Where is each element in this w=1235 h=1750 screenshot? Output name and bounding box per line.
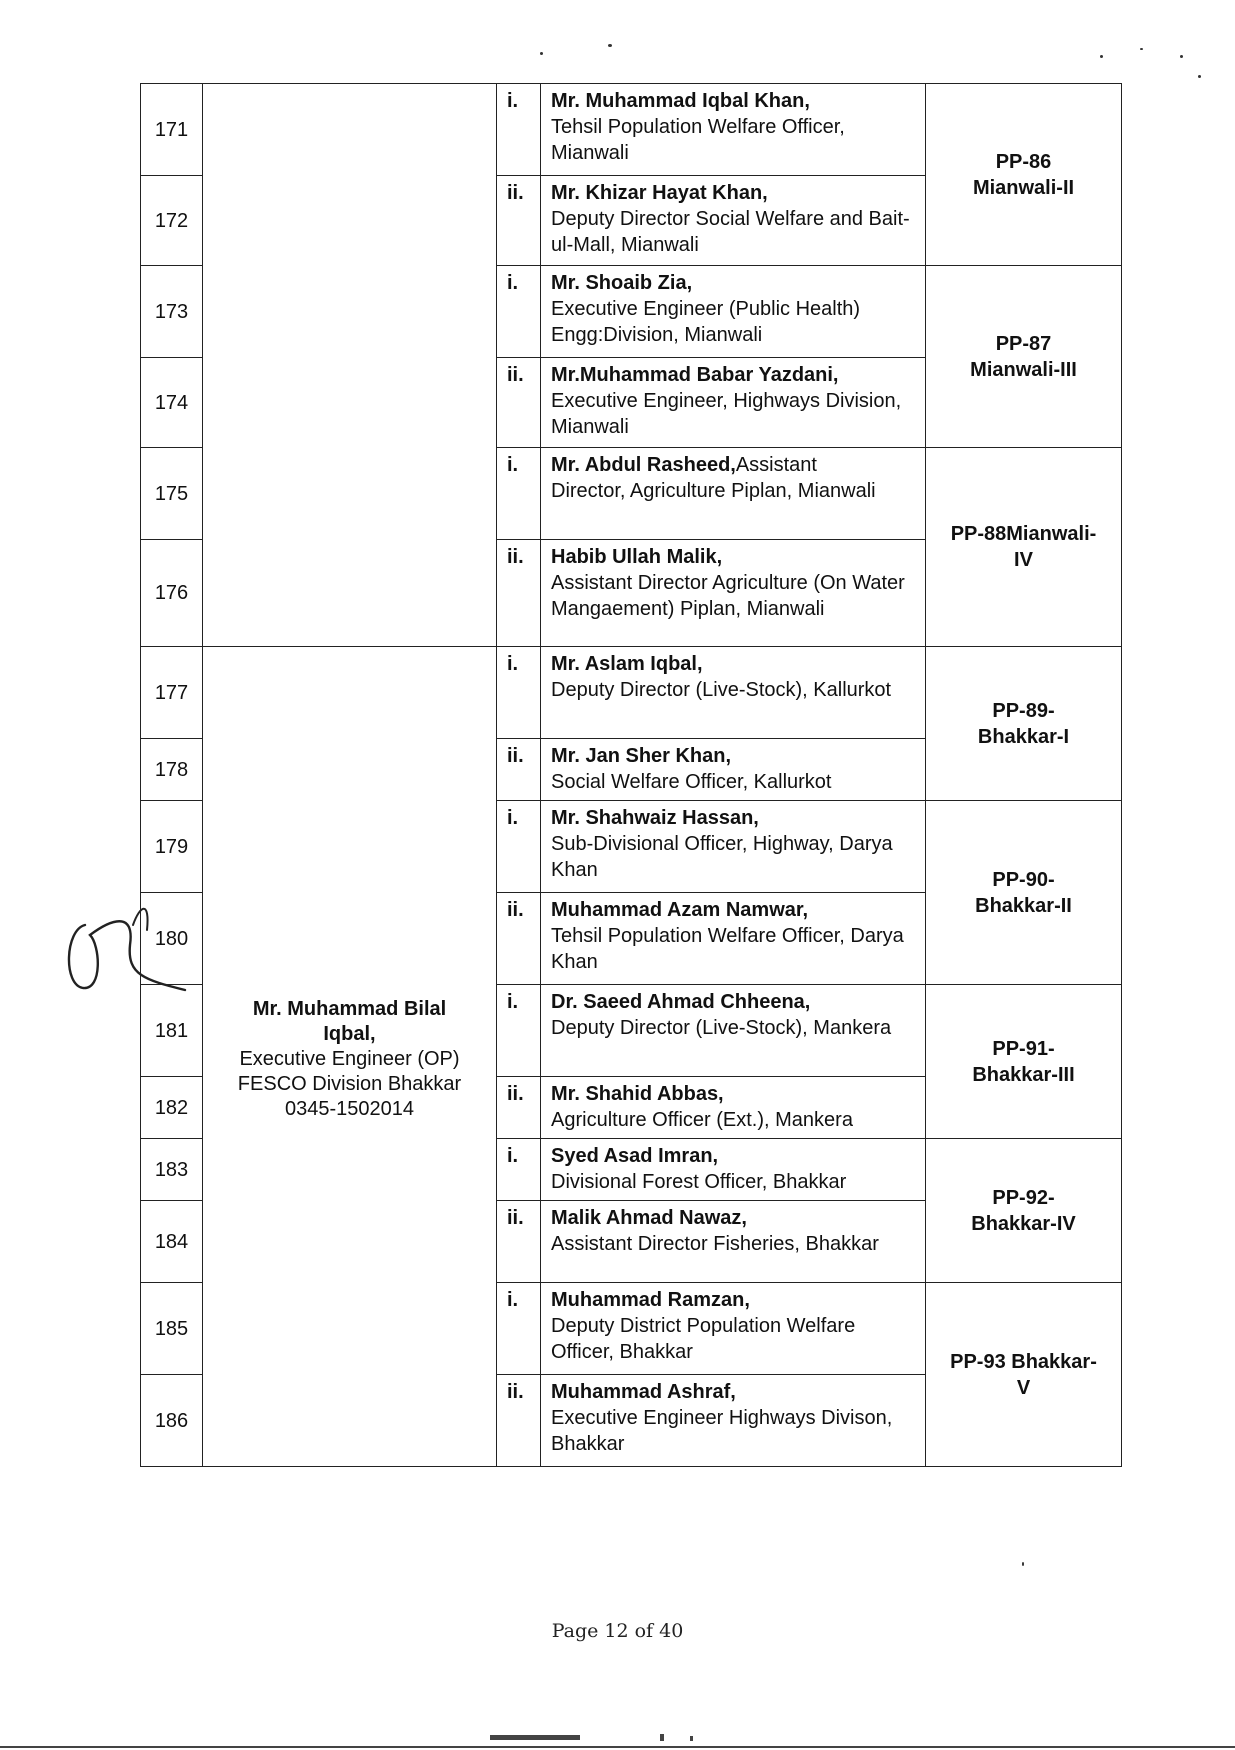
staff-entry (541, 176, 926, 266)
staff-entry (541, 893, 926, 985)
staff-designation: Divisional Forest Officer, Bhakkar (551, 1171, 847, 1193)
staff-name: Mr. Jan Sher Khan, (551, 745, 732, 767)
constituency-label: PP-88Mianwali- IV (926, 448, 1122, 647)
scan-speck (608, 44, 612, 47)
officer-name-line1: Mr. Muhammad Bilal (252, 998, 447, 1020)
staff-entry (541, 1283, 926, 1375)
serial-number: 177 (141, 647, 203, 739)
staff-designation-prefix: Assistant (735, 454, 817, 476)
roman-numeral: ii. (497, 893, 541, 985)
staff-entry (541, 985, 926, 1077)
staff-designation: Tehsil Population Welfare Officer, Mianwali (551, 116, 845, 164)
staff-designation: Deputy Director (Live-Stock), Kallurkot (551, 679, 892, 701)
staff-name: Mr. Shahwaiz Hassan, (551, 807, 759, 829)
staff-name: Muhammad Ashraf, (551, 1381, 736, 1403)
roman-numeral: ii. (497, 540, 541, 647)
roman-numeral: i. (497, 448, 541, 540)
staff-name: Mr. Abdul Rasheed, (551, 454, 736, 476)
scan-noise (490, 1733, 750, 1741)
roman-numeral: ii. (497, 1375, 541, 1467)
constituency-label: PP-90- Bhakkar-II (926, 801, 1122, 985)
staff-designation: Executive Engineer, Highways Division, Mianwali (551, 390, 902, 438)
roman-numeral: ii. (497, 1201, 541, 1283)
handwritten-initials-mark (55, 890, 205, 1000)
table-row (141, 84, 1122, 176)
serial-number: 176 (141, 540, 203, 647)
roman-numeral: ii. (497, 358, 541, 448)
page-bottom-edge (0, 1746, 1235, 1748)
serial-number: 183 (141, 1139, 203, 1201)
staff-designation: Deputy Director Social Welfare and Bait-ul-Mall, Mianwali (551, 208, 910, 256)
staff-name: Mr. Aslam Iqbal, (551, 653, 703, 675)
staff-entry (541, 801, 926, 893)
page-number: Page 12 of 40 (551, 1620, 684, 1642)
staff-entry (541, 84, 926, 176)
staff-designation: Executive Engineer Highways Divison, Bhakkar (551, 1407, 893, 1455)
roman-numeral: i. (497, 801, 541, 893)
staff-entry (541, 358, 926, 448)
serial-number: 184 (141, 1201, 203, 1283)
officer-name-line2: Iqbal, (323, 1023, 376, 1045)
serial-number: 171 (141, 84, 203, 176)
serial-number: 178 (141, 739, 203, 801)
staff-entry (541, 1201, 926, 1283)
staff-entry (541, 448, 926, 540)
staff-name: Muhammad Ramzan, (551, 1289, 750, 1311)
scan-speck (1180, 55, 1183, 58)
roman-numeral: i. (497, 985, 541, 1077)
staff-designation: Assistant Director Agriculture (On Water Mangaement) Piplan, Mianwali (551, 572, 905, 620)
roman-numeral: ii. (497, 1077, 541, 1139)
serial-number: 173 (141, 266, 203, 358)
serial-number: 175 (141, 448, 203, 540)
serial-number: 174 (141, 358, 203, 448)
staff-name: Mr.Muhammad Babar Yazdani, (551, 364, 839, 386)
staff-name: Habib Ullah Malik, (551, 546, 723, 568)
staff-name: Mr. Shoaib Zia, (551, 272, 693, 294)
roman-numeral: i. (497, 647, 541, 739)
staff-name: Dr. Saeed Ahmad Chheena, (551, 991, 811, 1013)
staff-designation: Deputy Director (Live-Stock), Mankera (551, 1017, 892, 1039)
serial-number: 181 (141, 985, 203, 1077)
staff-designation: Deputy District Population Welfare Officer, Bhakkar (551, 1315, 856, 1363)
staff-entry (541, 266, 926, 358)
roman-numeral: ii. (497, 739, 541, 801)
roman-numeral: i. (497, 1139, 541, 1201)
staff-entry (541, 1139, 926, 1201)
staff-designation: Assistant Director Fisheries, Bhakkar (551, 1233, 879, 1255)
staff-name: Mr. Khizar Hayat Khan, (551, 182, 768, 204)
staff-designation: Director, Agriculture Piplan, Mianwali (551, 480, 876, 502)
serial-number: 179 (141, 801, 203, 893)
constituency-label: PP-92- Bhakkar-IV (926, 1139, 1122, 1283)
staff-designation: Social Welfare Officer, Kallurkot (551, 771, 832, 793)
roman-numeral: i. (497, 266, 541, 358)
scan-speck (540, 52, 543, 55)
constituency-label: PP-89- Bhakkar-I (926, 647, 1122, 801)
staff-designation: Agriculture Officer (Ext.), Mankera (551, 1109, 853, 1131)
staff-entry (541, 540, 926, 647)
scan-speck (1198, 75, 1201, 78)
constituency-label: PP-93 Bhakkar- V (926, 1283, 1122, 1467)
scan-speck (1022, 1562, 1024, 1566)
serial-number: 180 (141, 893, 203, 985)
staff-name: Malik Ahmad Nawaz, (551, 1207, 747, 1229)
serial-number: 172 (141, 176, 203, 266)
inspecting-officer (203, 647, 497, 1467)
constituency-label: PP-86 Mianwali-II (926, 84, 1122, 266)
duty-roster-table (140, 83, 1122, 1467)
officer-designation: Executive Engineer (OP) (239, 1048, 460, 1070)
staff-entry (541, 739, 926, 801)
table-row (141, 647, 1122, 739)
constituency-label: PP-91- Bhakkar-III (926, 985, 1122, 1139)
serial-number: 186 (141, 1375, 203, 1467)
serial-number: 182 (141, 1077, 203, 1139)
officer-cell-empty (203, 84, 497, 647)
staff-entry (541, 1077, 926, 1139)
staff-name: Muhammad Azam Namwar, (551, 899, 809, 921)
officer-phone: 0345-1502014 (284, 1098, 414, 1120)
staff-entry (541, 1375, 926, 1467)
roman-numeral: ii. (497, 176, 541, 266)
staff-designation: Sub-Divisional Officer, Highway, Darya Khan (551, 833, 893, 881)
officer-office: FESCO Division Bhakkar (237, 1073, 462, 1095)
roman-numeral: i. (497, 1283, 541, 1375)
staff-designation: Executive Engineer (Public Health) Engg:Division, Mianwali (551, 298, 861, 346)
staff-designation: Tehsil Population Welfare Officer, Darya Khan (551, 925, 904, 973)
serial-number: 185 (141, 1283, 203, 1375)
staff-name: Syed Asad Imran, (551, 1145, 719, 1167)
scan-speck (1140, 48, 1143, 50)
scan-speck (1100, 55, 1103, 58)
staff-name: Mr. Muhammad Iqbal Khan, (551, 90, 810, 112)
staff-name: Mr. Shahid Abbas, (551, 1083, 724, 1105)
constituency-label: PP-87 Mianwali-III (926, 266, 1122, 448)
staff-entry (541, 647, 926, 739)
roman-numeral: i. (497, 84, 541, 176)
